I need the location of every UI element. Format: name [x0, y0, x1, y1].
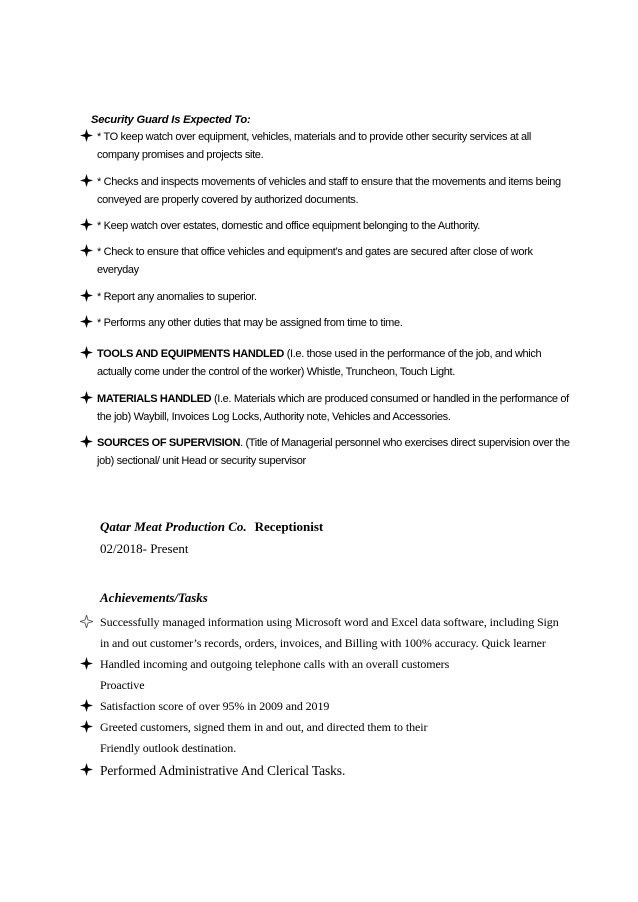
section-heading: Security Guard Is Expected To: [91, 114, 251, 126]
diamond-bullet-icon [80, 129, 93, 142]
task-line: in and out customer’s records, orders, invoices, and Billing with 100% accuracy. Quick learner [100, 636, 546, 650]
diamond-bullet-icon [80, 244, 93, 257]
duty-text: * Report any anomalies to superior. [97, 291, 257, 303]
duty-item-supervision [80, 434, 570, 470]
achievements-heading: Achievements/Tasks [100, 590, 208, 605]
duty-item-4 [80, 243, 570, 279]
duty-item-materials [80, 390, 570, 426]
duty-bold-label: TOOLS AND EQUIPMENTS HANDLED [97, 348, 284, 360]
diamond-bullet-icon [80, 289, 93, 302]
duty-bold-label: MATERIALS HANDLED [97, 393, 212, 405]
diamond-bullet-icon [80, 435, 93, 448]
task-line: Friendly outlook destination. [100, 741, 237, 755]
hollow-diamond-bullet-icon [80, 615, 93, 628]
job-dates: 02/2018- Present [100, 541, 189, 556]
task-item-1 [80, 612, 570, 654]
duty-item-6 [80, 314, 570, 332]
task-item-4 [80, 717, 570, 759]
task-line: Successfully managed information using Microsoft word and Excel data software, including Sign [100, 615, 559, 629]
duty-text: * Checks and inspects movements of vehicles and staff to ensure that the movements and items being conveyed are properly covered by authorized documents. [97, 176, 561, 206]
task-line: Satisfaction score of over 95% in 2009 and 2019 [100, 699, 330, 713]
duty-text: * Performs any other duties that may be assigned from time to time. [97, 317, 403, 329]
duty-text: * TO keep watch over equipment, vehicles, materials and to provide other security services at all company promises and projects site. [97, 131, 531, 161]
task-item-2 [80, 654, 570, 696]
job-role: Receptionist [254, 519, 324, 534]
task-item-5 [80, 760, 570, 781]
task-line: Proactive [100, 678, 145, 692]
company-name: Qatar Meat Production Co. [100, 519, 247, 534]
duty-item-3 [80, 217, 570, 235]
duty-text: (I.e. those used in the performance of the job, and which actually come under the control of the worker) Whistle, Truncheon, Touch Light. [97, 348, 542, 378]
diamond-bullet-icon [80, 699, 93, 712]
task-line: Handled incoming and outgoing telephone calls with an overall customers [100, 657, 450, 671]
diamond-bullet-icon [80, 218, 93, 231]
diamond-bullet-icon [80, 174, 93, 187]
diamond-bullet-icon [80, 657, 93, 670]
task-item-3 [80, 696, 570, 717]
duty-item-tools [80, 345, 570, 381]
task-line: Performed Administrative And Clerical Tasks. [100, 763, 346, 778]
diamond-bullet-icon [80, 315, 93, 328]
diamond-bullet-icon [80, 720, 93, 733]
duty-text: * Check to ensure that office vehicles and equipment’s and gates are secured after close of work everyday [97, 246, 533, 276]
duty-item-5 [80, 288, 570, 306]
diamond-bullet-icon [80, 391, 93, 404]
duty-item-1 [80, 128, 570, 164]
duty-text: (I.e. Materials which are produced consumed or handled in the performance of the job) Waybill, Invoices Log Locks, Authority note, Vehicles and Accessories. [97, 393, 569, 423]
job-title-line [100, 519, 323, 535]
diamond-bullet-icon [80, 763, 93, 776]
duty-text: * Keep watch over estates, domestic and office equipment belonging to the Authority. [97, 220, 480, 232]
duty-text: . (Title of Managerial personnel who exercises direct supervision over the job) sectional/ unit Head or security supervisor [97, 437, 570, 467]
task-line: Greeted customers, signed them in and out, and directed them to their [100, 720, 428, 734]
duty-bold-label: SOURCES OF SUPERVISION [97, 437, 241, 449]
diamond-bullet-icon [80, 346, 93, 359]
duty-item-2 [80, 173, 570, 209]
